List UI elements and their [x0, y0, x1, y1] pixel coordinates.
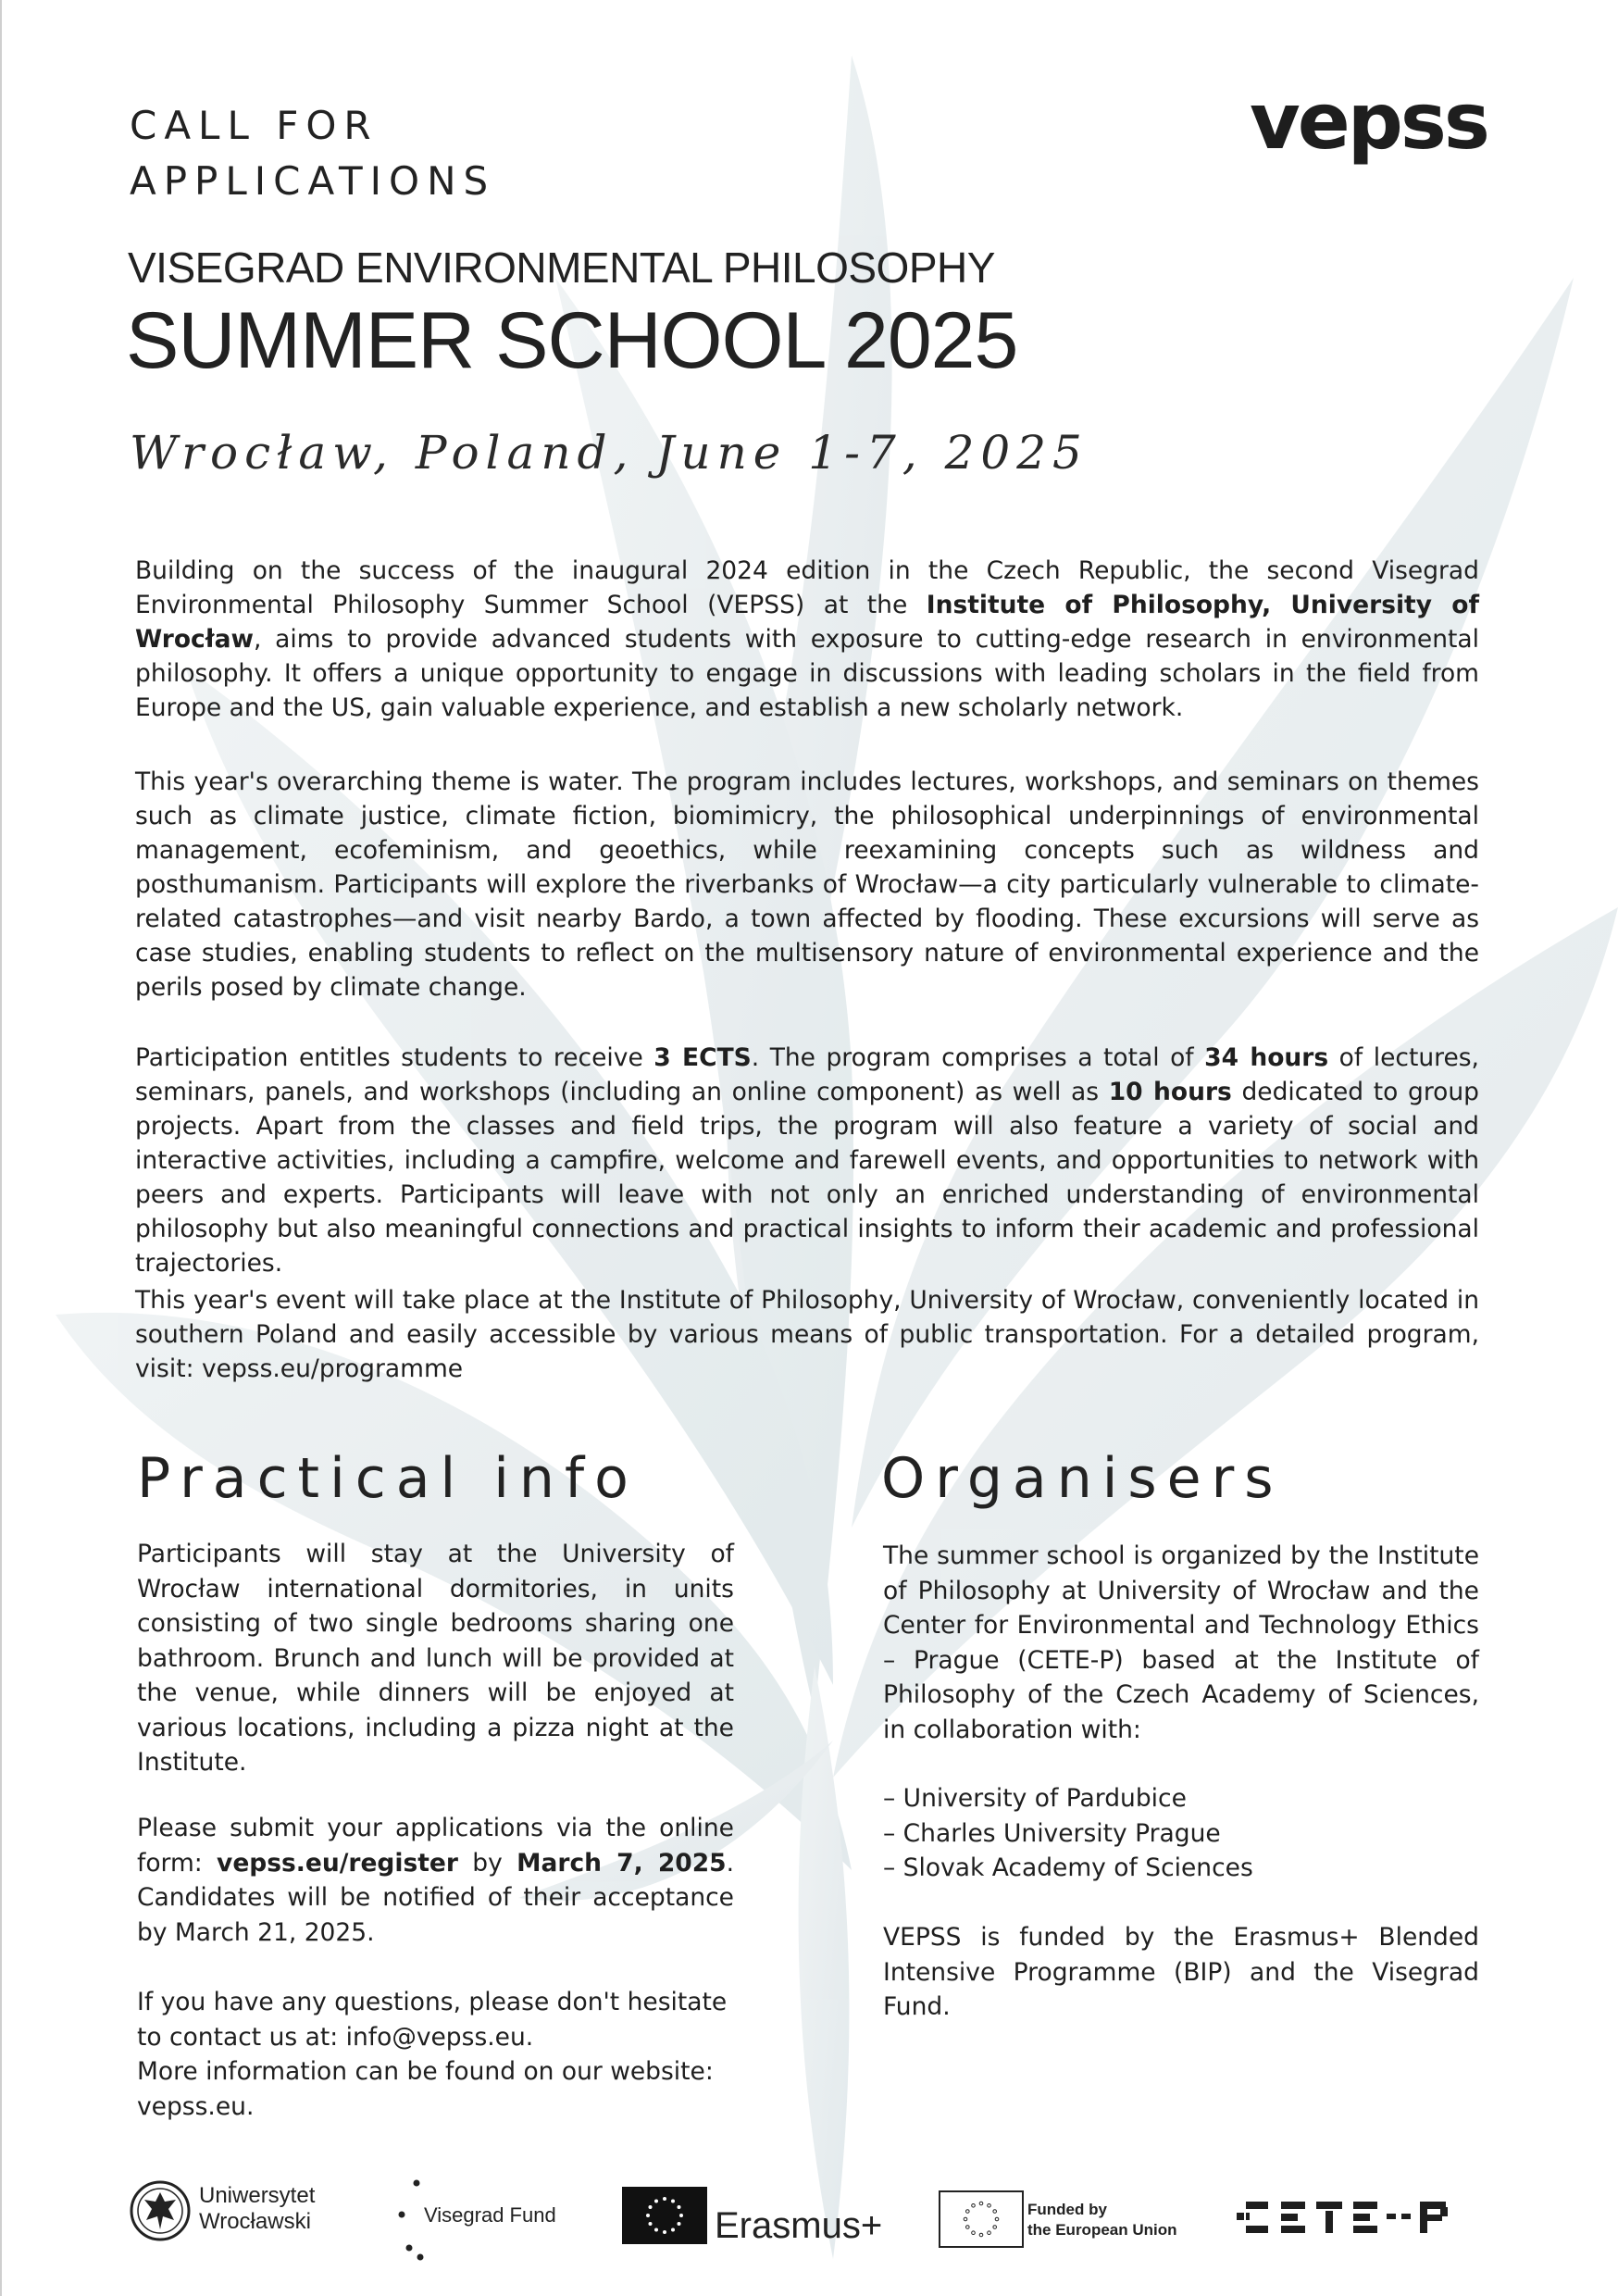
eu-funding-label: [1027, 2200, 1177, 2240]
institute-name: Institute of Philosophy, University of Wrocław: [135, 591, 1479, 654]
eu-funding-line-2: the European Union: [1027, 2221, 1177, 2239]
text-run: . Candidates will be notified of their acceptance by March 21, 2025.: [137, 1848, 735, 1947]
erasmus-name: Erasmus+: [715, 2205, 883, 2246]
vepss-logo: vepss: [1250, 76, 1487, 167]
deadline-date: March 7, 2025: [517, 1848, 727, 1878]
event-title: SUMMER SCHOOL 2025: [126, 296, 1018, 385]
eu-flag-icon: [939, 2190, 1024, 2248]
text-run: of lectures, seminars, panels, and workshops (including an online component) as well as: [135, 1043, 1479, 1106]
text-run: Participation entitles students to receive: [135, 1043, 654, 1072]
funding-paragraph: VEPSS is funded by the Erasmus+ Blended Intensive Programme (BIP) and the Visegrad Fund.: [883, 1923, 1479, 2021]
text-run: Please submit your applications via the online form:: [137, 1814, 734, 1878]
university-name: [199, 2183, 366, 2235]
partner-item: – Slovak Academy of Sciences: [883, 1853, 1253, 1882]
organisers-paragraph-1: The summer school is organized by the Institute of Philosophy at University of Wrocław and the Center for Environmental and Technology Ethics – Prague (CETE-P) based at the Institute of Philosophy of the Czech Academy of Sciences, in collaboration with:: [883, 1541, 1479, 1744]
intro-paragraph-4: This year's event will take place at the Institute of Philosophy, University of Wrocław, conveniently located in southern Poland and easily accessible by various means of public transportation. For a detailed program, visit: vepss.eu/programme: [135, 1286, 1479, 1383]
text-run: by: [457, 1848, 517, 1878]
text-run: dedicated to group projects. Apart from the classes and field trips, the program will also feature a variety of social and interactive activities, including a campfire, welcome and farewell events, and opportunities to network with peers and experts. Participants will leave with not only an enriched understanding of environmental philosophy but also meaningful connections and practical insights to inform their academic and professional trajectories.: [135, 1078, 1479, 1278]
call-line-1: CALL FOR: [130, 103, 379, 148]
partner-list: [883, 1781, 1479, 1886]
practical-paragraph-2: [137, 1811, 734, 1950]
partner-item: – University of Pardubice: [883, 1784, 1187, 1813]
university-name-line-2: Wrocławski: [199, 2209, 311, 2234]
organisers-heading: Organisers: [881, 1446, 1284, 1511]
text-run: . The program comprises a total of: [751, 1043, 1205, 1072]
website-line: More information can be found on our website: vepss.eu.: [137, 2057, 714, 2121]
cete-p-logo: [1237, 2194, 1477, 2250]
visegrad-dots-icon: [396, 2177, 424, 2261]
visegrad-fund-name: Visegrad Fund: [424, 2203, 556, 2227]
university-name-line-1: Uniwersytet: [199, 2183, 316, 2208]
project-hours-value: 10 hours: [1108, 1078, 1232, 1106]
event-dateline: Wrocław, Poland, June 1-7, 2025: [130, 426, 1089, 480]
contact-line: If you have any questions, please don't hesitate to contact us at: info@vepss.eu.: [137, 1988, 728, 2052]
eu-funding-line-1: Funded by: [1027, 2201, 1107, 2218]
intro-paragraph-1: [135, 554, 1479, 725]
sponsor-logos: [0, 2166, 1618, 2268]
partner-item: – Charles University Prague: [883, 1818, 1221, 1848]
ects-value: 3 ECTS: [653, 1043, 752, 1072]
intro-paragraph-2: This year's overarching theme is water. The program includes lectures, workshops, and seminars on themes such as climate justice, climate fiction, biomimicry, the philosophical underpinnings of environmental management, ecofeminism, and geoethics, while reexamining concepts such as wildness and posthumanism. Participants will explore the riverbanks of Wrocław—a city particularly vulnerable to climate-related catastrophes—and visit nearby Bardo, a town affected by flooding. These excursions will serve as case studies, enabling students to reflect on the multisensory nature of environmental experience and the perils posed by climate change.: [135, 767, 1479, 1002]
eagle-crest-icon: [130, 2177, 191, 2244]
text-run: , aims to provide advanced students with exposure to cutting-edge research in environmental philosophy. It offers a unique opportunity to engage in discussions with leading scholars in the field from Europe and the US, gain valuable experience, and establish a new scholarly network.: [135, 625, 1479, 722]
register-link[interactable]: vepss.eu/register: [217, 1848, 458, 1878]
intro-paragraph-3: [135, 1041, 1479, 1280]
visegrad-fund-logo: [396, 2177, 556, 2265]
practical-info-heading: Practical info: [137, 1446, 639, 1511]
hours-value: 34 hours: [1204, 1043, 1329, 1072]
practical-paragraph-3: [137, 1985, 734, 2124]
call-line-2: APPLICATIONS: [130, 158, 496, 204]
call-for-applications: [130, 98, 495, 209]
university-logo: [130, 2177, 316, 2248]
erasmus-flag-icon: [622, 2187, 707, 2244]
text-run: Building on the success of the inaugural 2024 edition in the Czech Republic, the second Visegrad Environmental Philosophy Summer School (VEPSS) at the: [135, 556, 1479, 619]
practical-paragraph-1: Participants will stay at the University of Wrocław international dormitories, in units consisting of two single bedrooms sharing one bathroom. Brunch and lunch will be provided at the venue, while dinners will be enjoyed at various locations, including a pizza night at the Institute.: [137, 1540, 734, 1777]
event-subtitle: VISEGRAD ENVIRONMENTAL PHILOSOPHY: [128, 243, 995, 292]
